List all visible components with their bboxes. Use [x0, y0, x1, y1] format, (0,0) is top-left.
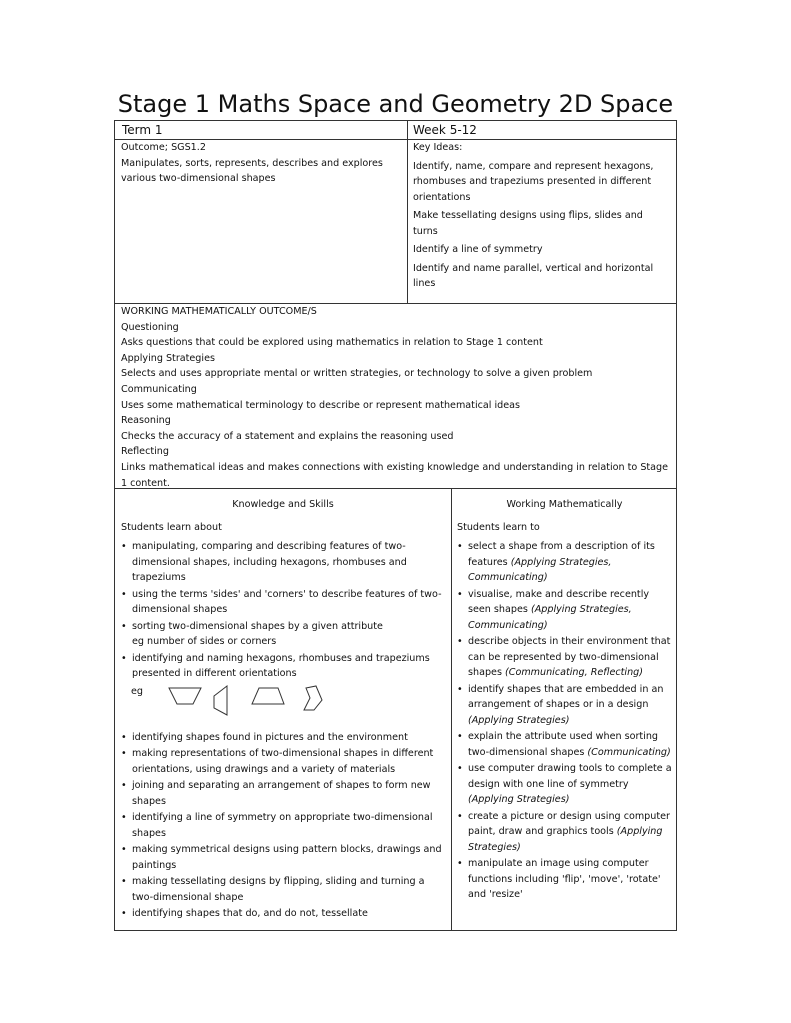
trapezium-shape: [169, 688, 201, 704]
list-item: • using the terms 'sides' and 'corners' to describe features of two-dimensional shapes: [121, 587, 445, 618]
key-idea: Identify, name, compare and represent hexagons, rhombuses and trapeziums presented in different orientations: [413, 160, 654, 203]
strategy-tag: (Applying Strategies): [468, 794, 570, 805]
wm-heading: WORKING MATHEMATICALLY OUTCOME/S: [121, 306, 317, 317]
list-item-text: visualise, make and describe recently seen shapes: [468, 588, 650, 615]
list-item: • making tessellating designs by flipping, sliding and turning a two-dimensional shape: [121, 874, 445, 905]
knowledge-list-continued: [121, 730, 445, 922]
key-idea: Make tessellating designs using flips, slides and turns: [413, 210, 643, 237]
list-item: [457, 682, 672, 729]
knowledge-list: [121, 539, 445, 682]
wm-questioning-label: Questioning: [121, 321, 179, 333]
list-item: • manipulating, comparing and describing features of two-dimensional shapes, including hexagons, rhombuses and trapeziums: [121, 539, 445, 586]
list-item: • identifying shapes that do, and do not, tessellate: [121, 906, 445, 922]
key-idea: Identify a line of symmetry: [413, 244, 543, 255]
wm-communicating-label: Communicating: [121, 383, 197, 395]
trapezium-upright-shape: [252, 688, 284, 704]
week-label: Week 5-12: [413, 123, 477, 137]
list-item: • making representations of two-dimensional shapes in different orientations, using drawings and a variety of materials: [121, 746, 445, 777]
working-math-cell: [457, 497, 672, 904]
list-item: [457, 761, 672, 808]
planning-table: [114, 120, 677, 931]
list-item-text: identify shapes that are embedded in an arrangement of shapes or in a design: [468, 683, 664, 710]
list-item: • identifying shapes found in pictures and the environment: [121, 730, 445, 746]
knowledge-heading: Knowledge and Skills: [232, 499, 334, 510]
term-label: Term 1: [122, 123, 163, 137]
knowledge-intro: Students learn about: [121, 521, 222, 533]
key-ideas-label: Key Ideas:: [413, 142, 463, 153]
trapezium-rotated-shape: [214, 686, 227, 715]
wm-communicating-text: Uses some mathematical terminology to describe or represent mathematical ideas: [121, 399, 521, 411]
wm-questioning-text: Asks questions that could be explored using mathematics in relation to Stage 1 content: [121, 337, 543, 349]
wm-reasoning-label: Reasoning: [121, 415, 171, 427]
key-ideas-cell: [413, 140, 665, 295]
knowledge-skills-cell: [121, 497, 445, 923]
list-item: [457, 809, 672, 856]
list-item-text: explain the attribute used when sorting two-dimensional shapes: [468, 731, 659, 758]
list-item-text: create a picture or design using computer paint, draw and graphics tools: [468, 810, 670, 837]
key-idea: Identify and name parallel, vertical and horizontal lines: [413, 262, 654, 289]
column-divider: [451, 488, 452, 930]
outcome-text: Manipulates, sorts, represents, describes and explores various two-dimensional shapes: [121, 157, 383, 184]
working-heading: Working Mathematically: [506, 499, 623, 510]
strategy-tag: (Applying Strategies): [468, 826, 663, 853]
example-shapes: [121, 684, 445, 726]
strategy-tag: (Communicating, Reflecting): [505, 667, 643, 678]
outcome-cell: [121, 140, 401, 187]
list-item: [457, 587, 672, 634]
wm-applying-label: Applying Strategies: [121, 352, 215, 364]
list-item: • making symmetrical designs using pattern blocks, drawings and paintings: [121, 842, 445, 873]
list-item-text: select a shape from a description of its features: [468, 541, 655, 568]
working-math-outcomes: [121, 304, 671, 491]
list-item: [457, 856, 672, 903]
wm-reflecting-text: Links mathematical ideas and makes connections with existing knowledge and understanding in relation to Stage 1 content.: [121, 461, 669, 489]
list-item-text: describe objects in their environment that can be represented by two-dimensional shapes: [468, 636, 671, 678]
hexagon-shape: [304, 686, 322, 710]
list-item: [457, 729, 672, 760]
strategy-tag: (Applying Strategies, Communicating): [468, 556, 612, 583]
list-item-text: use computer drawing tools to complete a design with one line of symmetry: [468, 763, 672, 790]
strategy-tag: (Applying Strategies): [468, 714, 570, 726]
wm-applying-text: Selects and uses appropriate mental or written strategies, or technology to solve a given problem: [121, 368, 593, 380]
list-item: • joining and separating an arrangement of shapes to form new shapes: [121, 778, 445, 809]
strategy-tag: (Communicating): [587, 746, 671, 758]
list-item-text: manipulate an image using computer functions including 'flip', 'move', 'rotate' and 'resize': [468, 858, 661, 900]
page-title: Stage 1 Maths Space and Geometry 2D Space: [117, 90, 674, 118]
eg-label: eg: [131, 685, 143, 697]
column-divider: [407, 121, 408, 303]
list-item-text: sorting two-dimensional shapes by a given attribute: [132, 620, 383, 632]
list-item: [457, 634, 672, 681]
list-item: [457, 539, 672, 586]
list-item: • identifying and naming hexagons, rhombuses and trapeziums presented in different orientations: [121, 651, 445, 682]
outcome-label: Outcome; SGS1.2: [121, 142, 206, 153]
wm-reasoning-text: Checks the accuracy of a statement and explains the reasoning used: [121, 430, 454, 442]
wm-reflecting-label: Reflecting: [121, 446, 169, 458]
working-list: [457, 539, 672, 903]
working-intro: Students learn to: [457, 521, 540, 533]
list-item: [121, 619, 445, 650]
shapes-illustration: [166, 684, 346, 718]
list-item-example: eg number of sides or corners: [132, 636, 277, 647]
list-item: • identifying a line of symmetry on appropriate two-dimensional shapes: [121, 810, 445, 841]
strategy-tag: (Applying Strategies, Communicating): [468, 604, 632, 631]
